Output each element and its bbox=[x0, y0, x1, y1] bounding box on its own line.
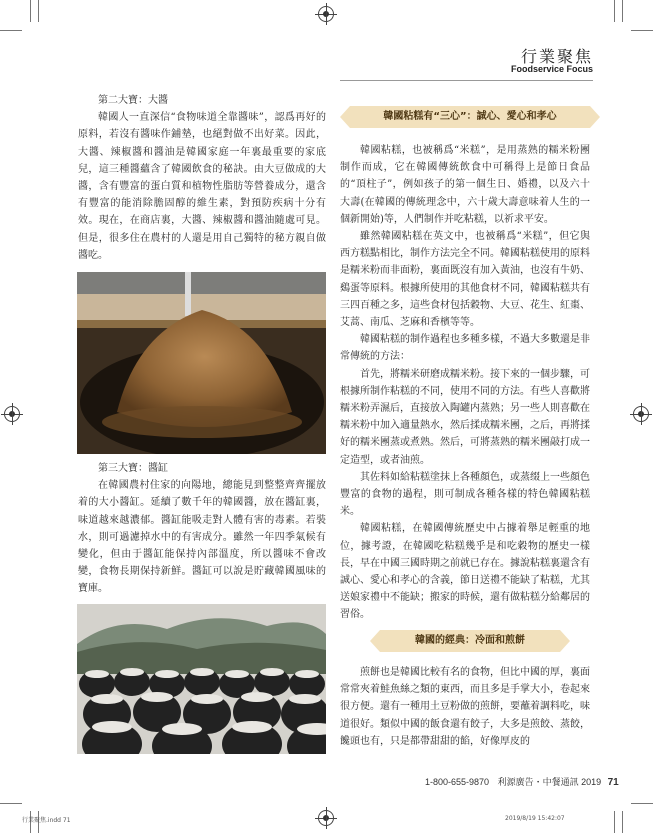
header-rule bbox=[340, 80, 593, 81]
crop-mark bbox=[0, 803, 22, 804]
paragraph-rice-cake-3: 韓國粘糕的制作過程也多種多樣，不過大多數還是非常傳統的方法： bbox=[340, 334, 590, 363]
paragraph-jars: 在韓國農村住家的向陽地，總能見到整整齊齊擺放着的大小醬缸。延續了數千年的韓國醬，放在醬缸裏，味道越來越濃郁。醬缸能吸走對人體有害的毒素。若裝水，則可過濾掉水中的有害成分。雖然一年四季氣候有變化，但由于醬缸能保持內部溫度，所以醬味不會改變，食物長期保持新鮮。醬缸可以說是貯藏韓國風味的寶庫。 bbox=[78, 480, 326, 595]
registration-mark-icon bbox=[318, 810, 334, 826]
photo-sauce-jars bbox=[77, 604, 326, 754]
right-column-bottom bbox=[340, 664, 590, 750]
section-subtitle: Foodservice Focus bbox=[510, 64, 593, 74]
right-column bbox=[340, 142, 590, 624]
paragraph-rice-cake-2: 雖然韓國粘糕在英文中，也被稱爲“米糕”，但它與西方糕點相比，制作方法完全不同。韓國粘糕使用的原料是糯米粉而非面粉，裏面既沒有加入黃油，也沒有牛奶、鷄蛋等原料。根據所使用的其他食材不同，韓國粘糕共有三四百種之多，這些食材包括穀物、大豆、花生、紅棗、艾蒿、南瓜、芝麻和香檳等等。 bbox=[340, 231, 590, 329]
left-column-bottom bbox=[78, 460, 326, 598]
paragraph-rice-cake-6: 韓國粘糕，在韓國傳統歷史中占據着舉足輕重的地位，據考證，在韓國吃粘糕幾乎是和吃穀物的歷史一樣長，早在中國三國時期之前就已存在。據說粘糕裏還含有誠心、愛心和孝心的含義，節日送禮不能缺了粘糕，尤其送娘家禮中不能缺；搬家的時候，還有做粘糕分給鄰居的習俗。 bbox=[340, 523, 590, 621]
photo-fermented-soybean-paste bbox=[77, 272, 326, 454]
left-column-top bbox=[78, 92, 326, 264]
slug-timestamp: 2019/8/19 15:42:07 bbox=[505, 815, 565, 822]
crop-mark bbox=[38, 0, 39, 22]
paragraph-rice-cake-4: 首先，將糯米研磨成糯米粉。接下來的一個步驟，可根據所制作粘糕的不同，使用不同的方法。有些人喜歡將糯米粉弄濕后，直接放入陶罐内蒸熟；另一些人則喜歡在糯米粉中加入適量熱水，然后揉成糯米團，之后，再將揉好的糯米團蒸或煮熟。然后，可將蒸熟的糯米團敲打成一定造型，或者油煎。 bbox=[340, 368, 590, 466]
section-title: 行業聚焦 bbox=[520, 47, 593, 66]
registration-mark-icon bbox=[4, 406, 20, 422]
paragraph-sauce: 韓國人一直深信“食物味道全靠醬味”，認爲再好的原料，若沒有醬味作鋪墊，也絕對做不出好菜。因此，大醬、辣椒醬和醬油是韓國家庭一年裏最重要的家底兒，這三種醬蘊含了韓國飲食的秘訣。由大豆做成的大醬，含有豐富的蛋白質和植物性脂肪等營養成分，還含有豐富的能消除膽固醇的維生素，對預防疾病十分有效。現在，在商店裏，大醬、辣椒醬和醬油隨處可見。但是，很多住在農村的人還是用自己獨特的秘方親自做醬吃。 bbox=[78, 112, 326, 261]
paragraph-rice-cake-1: 韓國粘糕，也被稱爲“米糕”，是用蒸熟的糯米粉團制作而成，它在韓國傳統飲食中可稱得上是節日食品的“頂柱子”，例如孩子的第一個生日、婚禮，以及六十大壽(在韓國的傳統理念中，六十歲大壽意味着人生的一個新開始)等，人們制作并吃粘糕，以祈求平安。 bbox=[340, 145, 590, 225]
section-heading-jars: 第三大寶：醬缸 bbox=[98, 463, 168, 474]
slug-filename: 行業聚焦.indd 71 bbox=[22, 817, 71, 824]
paragraph-rice-cake-5: 其佐料如給粘糕塗抹上各種顏色，或蒸缀上一些顏色豐富的食物的過程，則可制成各種各樣的特色韓國粘糕米。 bbox=[340, 471, 590, 518]
paragraph-pancake: 煎餅也是韓國比較有名的食物，但比中國的厚，裏面常常夾着鮭魚絲之類的東西，而且多是手掌大小，卷起來很方便。還有一種用土豆粉做的煎餅，要蘸着調料吃，味道很好。類似中國的飯食還有餃子，大多是煎餃、蒸餃，饞頭也有，只是都帶甜甜的餡，好像厚皮的 bbox=[340, 667, 590, 747]
crop-mark bbox=[622, 811, 623, 833]
crop-mark bbox=[631, 803, 653, 804]
registration-mark-icon bbox=[633, 406, 649, 422]
footer-phone: 1-800-655-9870 bbox=[425, 777, 490, 787]
crop-mark bbox=[30, 0, 31, 22]
registration-mark-icon bbox=[318, 6, 334, 22]
page-number: 71 bbox=[607, 777, 619, 788]
crop-mark bbox=[631, 30, 653, 31]
page-footer bbox=[425, 775, 619, 788]
crop-mark bbox=[614, 811, 615, 833]
banner-cold-noodles: 韓國的經典：冷面和煎餅 bbox=[380, 630, 560, 652]
crop-mark bbox=[614, 0, 615, 22]
banner-rice-cake: 韓國粘糕有“三心”：誠心、愛心和孝心 bbox=[350, 106, 590, 128]
section-heading-sauce: 第二大寶：大醬 bbox=[98, 95, 168, 106]
footer-publication: 利源廣告・中餐通訊 2019 bbox=[497, 777, 602, 787]
crop-mark bbox=[622, 0, 623, 22]
crop-mark bbox=[0, 30, 22, 31]
